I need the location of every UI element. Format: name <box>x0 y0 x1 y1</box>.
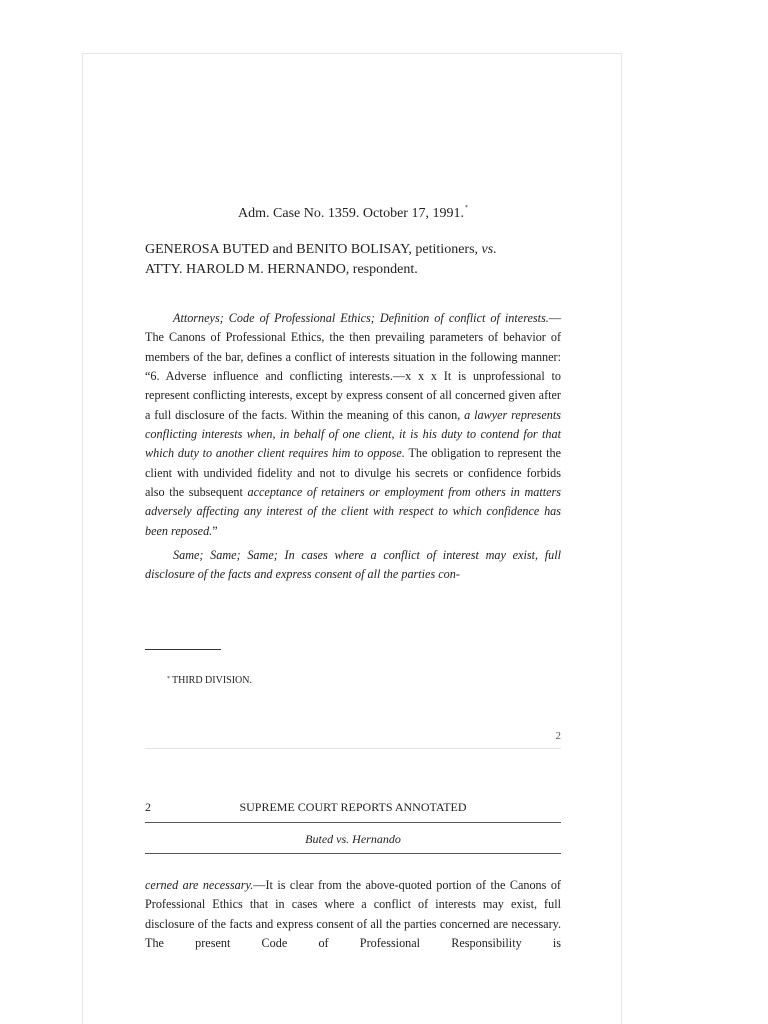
syllabus-2-heading: Same; Same; Same; In cases where a conflict of interest may exist, full disclosure of the facts and express consent of all the parties con- <box>145 548 561 582</box>
document-page <box>82 53 622 1024</box>
footnote <box>167 673 252 687</box>
versus: vs. <box>481 242 497 257</box>
syllabus-1-heading: Attorneys; Code of Professional Ethics; Definition of conflict of interests. <box>173 311 549 325</box>
decision-italic-start: cerned are necessary. <box>145 878 254 892</box>
page-separator <box>145 748 561 749</box>
header-rule-bottom <box>145 853 561 854</box>
decision-body <box>145 876 561 953</box>
page-number-footer: 2 <box>555 730 561 742</box>
syllabus-paragraph-2 <box>145 546 561 585</box>
case-title-footnote-marker[interactable]: * <box>464 205 468 211</box>
decision-text: —It is clear from the above-quoted portion of the Canons of Professional Ethics that in cases where a conflict of interests may exist, full disclosure of the facts and express consent of all the parties concerned are necessary. The present Code of Professional Responsibility is <box>145 878 561 951</box>
petitioners: GENEROSA BUTED and BENITO BOLISAY, petitioners, <box>145 242 479 257</box>
running-head <box>145 799 561 815</box>
header-rule-top <box>145 822 561 823</box>
syllabus-paragraph-1 <box>145 309 561 541</box>
respondent: ATTY. HAROLD M. HERNANDO, respondent. <box>145 262 418 277</box>
syllabus-1-text-c: ” <box>212 523 218 538</box>
syllabus-1-text-a: —The Canons of Professional Ethics, the then prevailing parameters of behavior of members of the bar, defines a conflict of interests situation in the following manner: “6. Adverse influence and conflicting interests.—x x x It is unprofessional to represent conflicting interests, except by express consent of all concerned given after a full disclosure of the facts. Within the meaning of this canon, <box>145 311 561 422</box>
case-short-title: Buted vs. Hernando <box>305 832 401 846</box>
decision-paragraph <box>145 876 561 953</box>
footnote-divider <box>145 649 221 650</box>
syllabus-1-text-b: The obligation to represent the client with undivided fidelity and not to divulge his secrets or confidence forbids also the subsequent <box>145 446 562 500</box>
footnote-text: THIRD DIVISION. <box>172 675 252 686</box>
reporter-title: SUPREME COURT REPORTS ANNOTATED <box>239 800 467 814</box>
footnote-marker: * <box>167 676 170 682</box>
page-number-header: 2 <box>145 800 151 814</box>
syllabus-1-italic-b: acceptance of retainers or employment from others in matters adversely affecting any interest of the client with respect to which confidence has been reposed. <box>145 485 562 538</box>
case-title <box>145 199 561 223</box>
syllabus-1-italic-a: a lawyer represents conflicting interests when, in behalf of one client, it is his duty to contend for that which duty to another client requires him to oppose. <box>145 407 562 461</box>
case-parties <box>145 240 561 280</box>
syllabus <box>145 309 561 585</box>
case-title-text: Adm. Case No. 1359. October 17, 1991. <box>238 206 464 221</box>
